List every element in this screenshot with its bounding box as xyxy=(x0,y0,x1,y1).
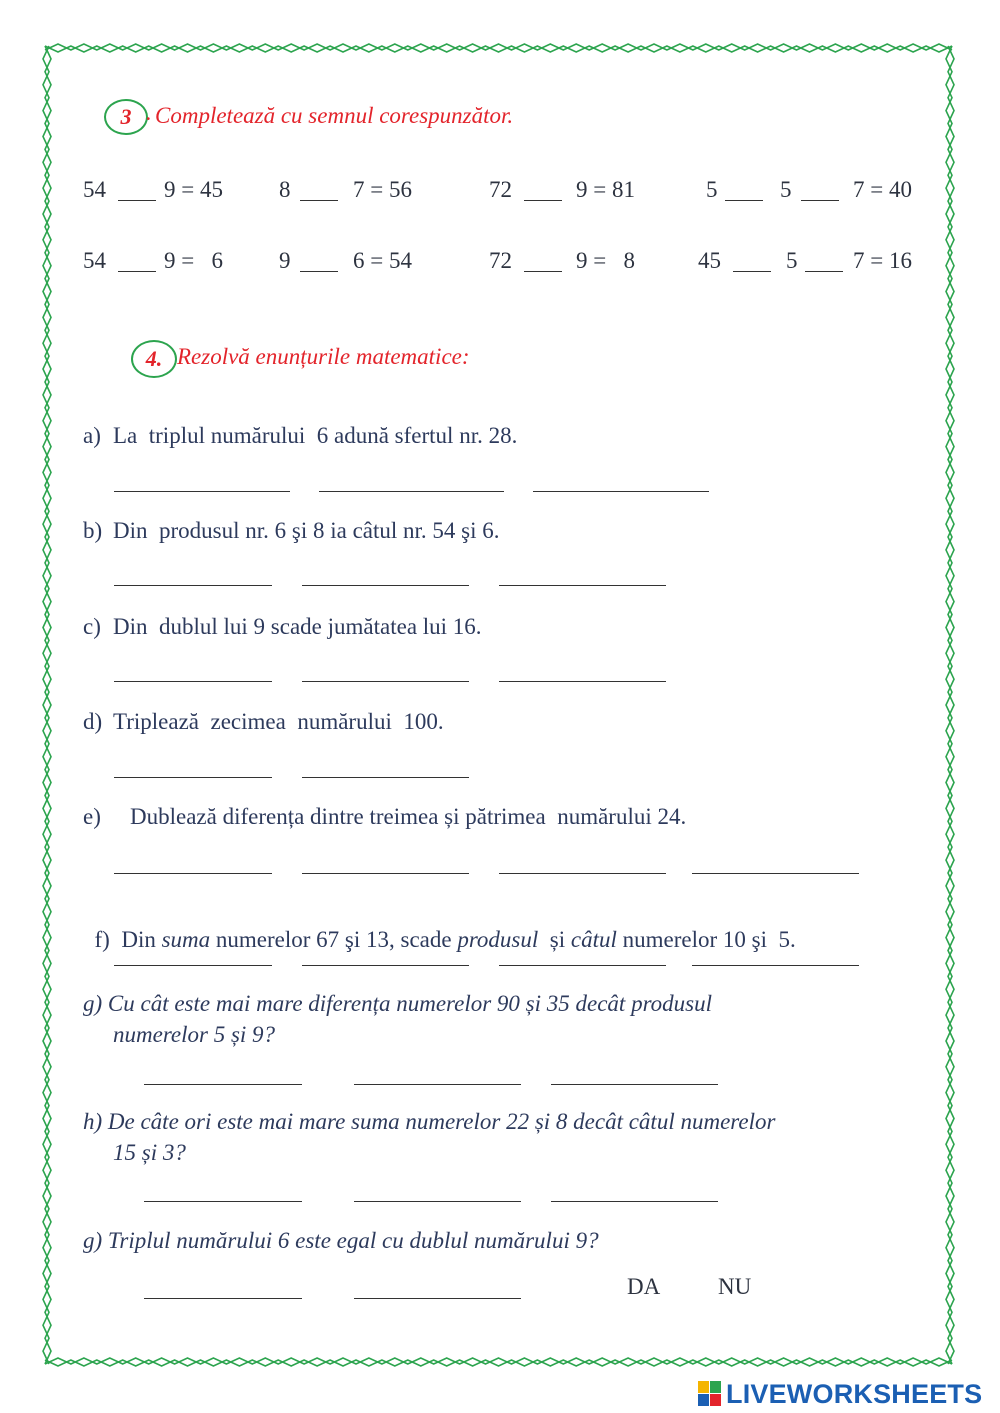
sign-blank[interactable] xyxy=(118,200,156,201)
eq-text: 9 = 8 xyxy=(576,248,635,273)
problem-d-label: d) xyxy=(83,709,103,734)
problem-f-suma: suma xyxy=(161,927,211,952)
sign-blank[interactable] xyxy=(118,271,156,272)
problem-h-line2: 15 și 3? xyxy=(113,1140,186,1165)
liveworksheets-logo-icon xyxy=(698,1381,722,1407)
eq-text: 7 = 40 xyxy=(853,177,912,202)
problem-c-label: c) xyxy=(83,614,101,639)
sign-blank[interactable] xyxy=(524,271,562,272)
problem-f xyxy=(83,901,796,953)
problem-c-text: Din dublul lui 9 scade jumătatea lui 16. xyxy=(113,614,482,639)
problem-f-produsul: produsul xyxy=(457,927,539,952)
problem-g2-text: g) Triplul numărului 6 este egal cu dublul numărului 9? xyxy=(83,1228,599,1253)
eq-text: 72 xyxy=(489,177,512,202)
answer-blank[interactable] xyxy=(551,1201,718,1202)
problem-a-text: La triplul numărului 6 adună sfertul nr. 28. xyxy=(113,423,518,448)
problem-a-label: a) xyxy=(83,423,101,448)
exercise-4-title: Rezolvă enunțurile matematice: xyxy=(177,344,470,369)
eq-text: 8 xyxy=(279,177,291,202)
problem-h-line1: h) De câte ori este mai mare suma numerelor 22 și 8 decât câtul numerelor xyxy=(83,1109,776,1134)
problem-d-text: Triplează zecimea numărului 100. xyxy=(113,709,444,734)
answer-blank[interactable] xyxy=(114,777,272,778)
answer-blank[interactable] xyxy=(499,965,666,966)
problem-f-part: numerelor 67 şi 13, scade xyxy=(210,927,458,952)
eq-text: 7 = 56 xyxy=(353,177,412,202)
eq-text: 5 xyxy=(786,248,798,273)
problem-f-label: f) xyxy=(94,927,110,952)
liveworksheets-logo-text: LIVEWORKSHEETS xyxy=(726,1378,983,1409)
problem-b-text: Din produsul nr. 6 şi 8 ia câtul nr. 54 şi 6. xyxy=(113,518,500,543)
border-zigzag-line xyxy=(948,46,954,1364)
problem-f-catul: câtul xyxy=(570,927,617,952)
border-zigzag-line xyxy=(43,46,49,1364)
answer-blank[interactable] xyxy=(114,681,272,682)
answer-blank[interactable] xyxy=(499,873,666,874)
exercise-3-number: 3 xyxy=(120,104,132,129)
border-zigzag-line xyxy=(45,44,952,50)
sign-blank[interactable] xyxy=(300,200,338,201)
sign-blank[interactable] xyxy=(725,200,763,201)
answer-blank[interactable] xyxy=(302,585,469,586)
sign-blank[interactable] xyxy=(733,271,771,272)
answer-blank[interactable] xyxy=(114,491,290,492)
sign-blank[interactable] xyxy=(300,271,338,272)
eq-text: 9 = 81 xyxy=(576,177,635,202)
eq-text: 7 = 16 xyxy=(853,248,912,273)
eq-text: 9 xyxy=(279,248,291,273)
answer-blank[interactable] xyxy=(144,1298,302,1299)
answer-blank[interactable] xyxy=(692,873,859,874)
eq-text: 54 xyxy=(83,248,106,273)
exercise-3-dot: . xyxy=(146,100,152,125)
eq-text: 5 xyxy=(706,177,718,202)
border-zigzag-line xyxy=(946,46,952,1364)
problem-f-part: numerelor 10 şi 5. xyxy=(616,927,796,952)
answer-blank[interactable] xyxy=(114,965,272,966)
exercise-4-number-circle xyxy=(131,340,177,378)
liveworksheets-logo xyxy=(698,1378,998,1410)
problem-b-label: b) xyxy=(83,518,103,543)
answer-blank[interactable] xyxy=(144,1084,302,1085)
eq-text: 54 xyxy=(83,177,106,202)
problem-e-text: Dublează diferența dintre treimea și pătrimea numărului 24. xyxy=(130,804,687,829)
eq-text: 9 = 6 xyxy=(164,248,223,273)
border-zigzag-line xyxy=(45,1358,952,1364)
border-zigzag-line xyxy=(45,1360,952,1366)
answer-blank[interactable] xyxy=(302,777,469,778)
answer-blank[interactable] xyxy=(533,491,709,492)
answer-blank[interactable] xyxy=(302,873,469,874)
answer-nu-option[interactable]: NU xyxy=(718,1274,752,1299)
eq-text: 45 xyxy=(698,248,721,273)
answer-blank[interactable] xyxy=(302,681,469,682)
sign-blank[interactable] xyxy=(801,200,839,201)
eq-text: 6 = 54 xyxy=(353,248,412,273)
answer-blank[interactable] xyxy=(114,585,272,586)
answer-blank[interactable] xyxy=(499,681,666,682)
eq-text: 5 xyxy=(780,177,792,202)
sign-blank[interactable] xyxy=(805,271,843,272)
answer-blank[interactable] xyxy=(499,585,666,586)
answer-da-option[interactable]: DA xyxy=(627,1274,661,1299)
exercise-4-number: 4. xyxy=(145,346,163,371)
answer-blank[interactable] xyxy=(551,1084,718,1085)
exercise-3-title: Completează cu semnul corespunzător. xyxy=(155,103,514,128)
answer-blank[interactable] xyxy=(302,965,469,966)
eq-text: 9 = 45 xyxy=(164,177,223,202)
answer-blank[interactable] xyxy=(354,1201,521,1202)
exercise-3-number-circle xyxy=(104,99,148,135)
answer-blank[interactable] xyxy=(692,965,859,966)
answer-blank[interactable] xyxy=(114,873,272,874)
eq-text: 72 xyxy=(489,248,512,273)
problem-e-label: e) xyxy=(83,804,101,829)
sign-blank[interactable] xyxy=(524,200,562,201)
answer-blank[interactable] xyxy=(144,1201,302,1202)
problem-f-part: Din xyxy=(121,927,162,952)
problem-g-line2: numerelor 5 și 9? xyxy=(113,1022,276,1047)
problem-f-part: și xyxy=(538,927,571,952)
answer-blank[interactable] xyxy=(354,1298,521,1299)
answer-blank[interactable] xyxy=(354,1084,521,1085)
border-zigzag-line xyxy=(45,46,952,52)
border-zigzag-line xyxy=(45,46,51,1364)
answer-blank[interactable] xyxy=(319,491,504,492)
problem-g-line1: g) Cu cât este mai mare diferența numerelor 90 și 35 decât produsul xyxy=(83,991,713,1016)
